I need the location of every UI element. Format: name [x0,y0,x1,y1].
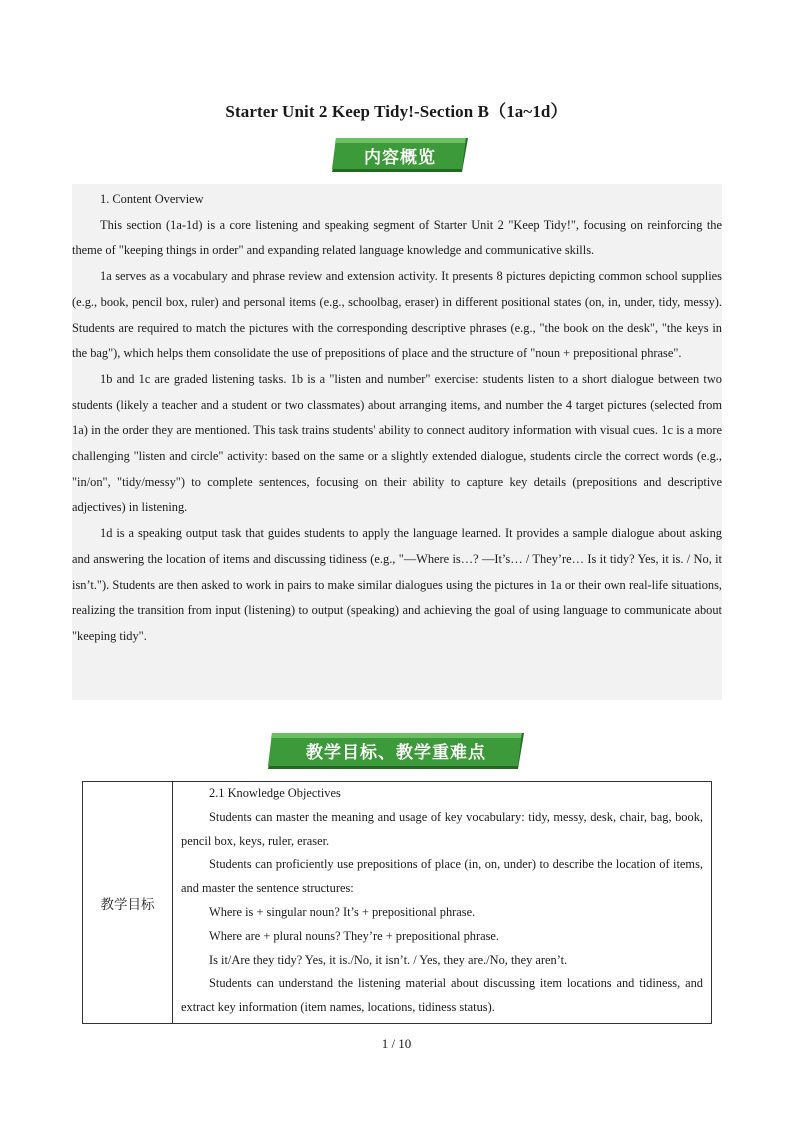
overview-paragraph: 1d is a speaking output task that guides students to apply the language learned. It provides a sample dialogue about asking and answering the location of items and discussing tidiness (e.g., "—Where is…? —It’s… / They’re… Is it tidy? Yes, it is. / No, it isn’t."). Students are then asked to work in pairs to make similar dialogues using the pictures in 1a or their own real-life situations, realizing the transition from input (listening) to output (speaking) and achieving the goal of using language to communicate about "keeping tidy". [72,526,722,643]
goals-banner-label: 教学目标、教学重难点 [306,742,486,763]
document-title: Starter Unit 2 Keep Tidy!-Section B（1a~1d） [225,102,568,121]
overview-paragraph: This section (1a-1d) is a core listening and speaking segment of Starter Unit 2 "Keep Tidy!", focusing on reinforcing the theme of "keeping things in order" and expanding related language knowledge and communicative skills. [72,217,722,258]
objectives-heading: 2.1 Knowledge Objectives [209,786,341,800]
overview-paragraph: 1b and 1c are graded listening tasks. 1b is a "listen and number" exercise: students listen to a short dialogue between two students (likely a teacher and a student or two classmates) about arranging items, and number the 4 target pictures (selected from 1a) in the order they are mentioned. This task trains students' ability to connect auditory information with visual cues. 1c is a more challenging "listen and circle" activity: based on the same or a slightly extended dialogue, students circle the correct words (e.g., "in/on", "tidy/messy") to complete sentences, focusing on their ability to capture key details (prepositions and descriptive adjectives) in listening. [72,371,722,515]
overview-heading: 1. Content Overview [100,192,204,206]
overview-banner [332,138,468,172]
overview-banner-label: 内容概览 [364,147,436,168]
goals-banner [268,733,524,767]
overview-paragraph: 1a serves as a vocabulary and phrase review and extension activity. It presents 8 pictures depicting common school supplies (e.g., book, pencil box, ruler) and personal items (e.g., schoolbag, eraser) in different positional states (on, in, under, tidy, messy). Students are required to match the pictures with the corresponding descriptive phrases (e.g., "the book on the desk", "the keys in the bag"), which helps them consolidate the use of prepositions of place and the structure of "noun + prepositional phrase". [72,269,722,361]
content-overview-panel [72,184,722,700]
teaching-goals-table [82,781,712,1024]
objective-line: Students can master the meaning and usage of key vocabulary: tidy, messy, desk, chair, bag, book, pencil box, keys, ruler, eraser. [181,809,703,848]
objective-line: Students can understand the listening material about discussing item locations and tidiness, and extract key information (item names, locations, tidiness status). [181,976,703,1015]
objective-line: Students can proficiently use prepositions of place (in, on, under) to describe the location of items, and master the sentence structures: [181,857,703,896]
objective-line: Where are + plural nouns? They’re + prepositional phrase. [209,928,500,943]
objective-line: Is it/Are they tidy? Yes, it is./No, it isn’t. / Yes, they are./No, they aren’t. [209,952,568,967]
row-content [173,782,712,1024]
row-label: 教学目标 [83,782,173,1024]
objective-line: Where is + singular noun? It’s + prepositional phrase. [209,904,476,919]
table-row [83,782,712,1024]
page-number: 1 / 10 [381,1036,412,1051]
